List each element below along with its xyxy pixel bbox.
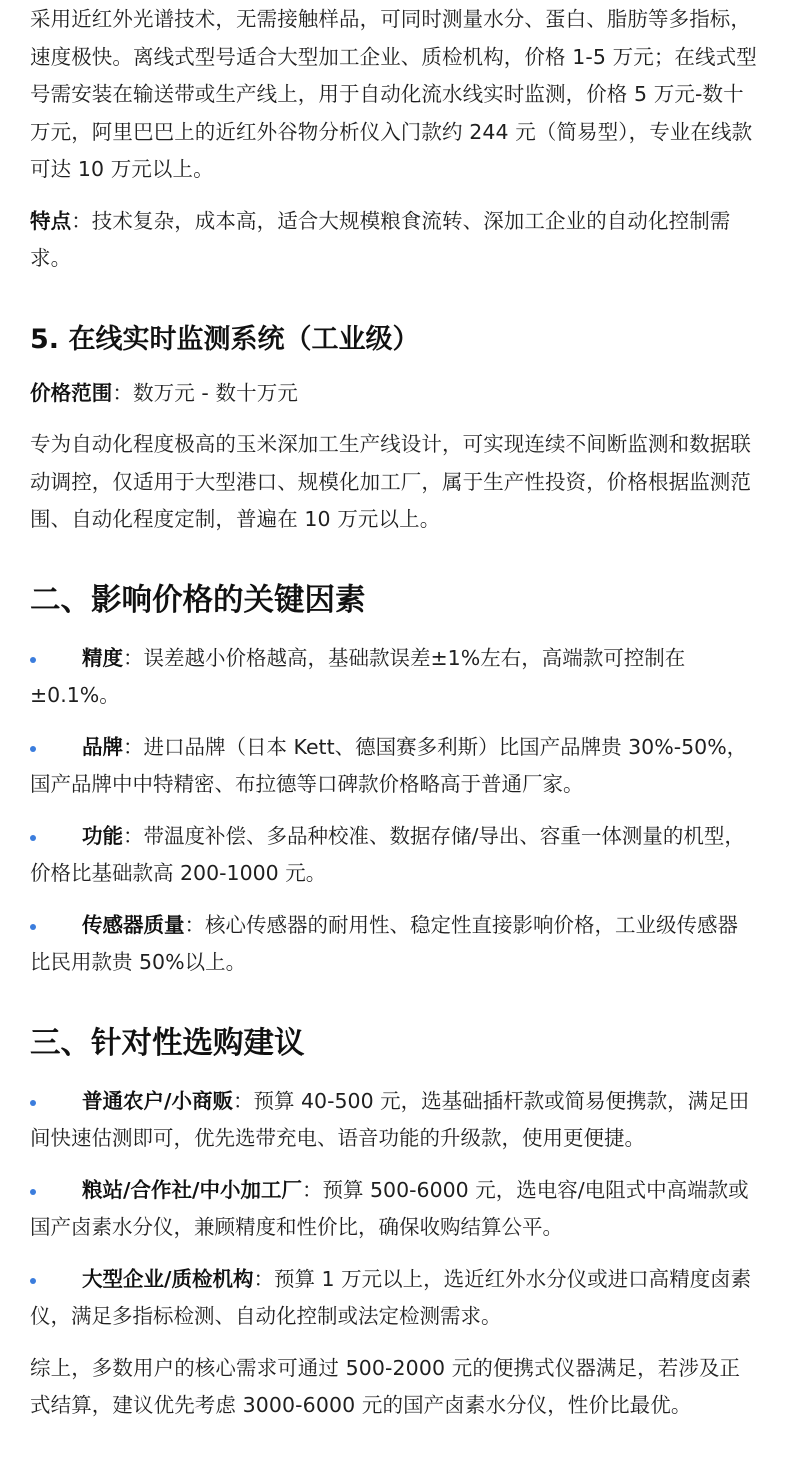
bullet-dot-icon <box>30 924 36 930</box>
item-text: ：预算 40-500 元，选基础插杆款或简易便携款，满足田间快速估测即可，优先选带充电、语音功能的升级款，使用更便捷。 <box>30 1088 750 1150</box>
intro-paragraph: 采用近红外光谱技术，无需接触样品，可同时测量水分、蛋白、脂肪等多指标，速度极快。离线式型号适合大型加工企业、质检机构，价格 1-5 万元；在线式型号需安装在输送带或生产线上，用于自动化流水线实时监测，价格 5 万元-数十万元，阿里巴巴上的近红外谷物分析仪入门款约 244 元（简易型），专业在线款可达 10 万元以上。 <box>30 7 757 181</box>
list-item <box>30 818 757 893</box>
conclusion-paragraph: 综上，多数用户的核心需求可通过 500-2000 元的便携式仪器满足，若涉及正式结算，建议优先考虑 3000-6000 元的国产卤素水分仪，性价比最优。 <box>30 1355 741 1417</box>
price-range-paragraph <box>30 375 757 413</box>
item-text: ：误差越小价格越高，基础款误差±1%左右，高端款可控制在±0.1%。 <box>30 645 686 707</box>
list-item <box>30 1261 757 1336</box>
feature-label: 特点 <box>30 208 72 233</box>
list-item <box>30 1083 757 1158</box>
bullet-dot-icon <box>30 1278 36 1284</box>
item-label: 功能 <box>82 823 123 848</box>
item-label: 品牌 <box>82 734 123 759</box>
list-item <box>30 907 757 982</box>
bullet-dot-icon <box>30 657 36 663</box>
bullet-dot-icon <box>30 1189 36 1195</box>
list-item <box>30 640 757 715</box>
item-text: ：核心传感器的耐用性、稳定性直接影响价格，工业级传感器比民用款贵 50%以上。 <box>30 912 738 974</box>
list-item <box>30 1172 757 1247</box>
feature-paragraph <box>30 203 757 278</box>
item-label: 粮站/合作社/中小加工厂 <box>82 1177 302 1202</box>
item-label: 大型企业/质检机构 <box>82 1266 254 1291</box>
item-text: ：预算 500-6000 元，选电容/电阻式中高端款或国产卤素水分仪，兼顾精度和性价比，确保收购结算公平。 <box>30 1177 749 1239</box>
price-range-text: ：数万元 - 数十万元 <box>112 380 298 405</box>
item-text: ：带温度补偿、多品种校准、数据存储/导出、容重一体测量的机型，价格比基础款高 200-1000 元。 <box>30 823 745 885</box>
advice-list <box>30 1083 757 1336</box>
factors-heading: 二、影响价格的关键因素 <box>30 582 366 618</box>
item-text: ：进口品牌（日本 Kett、德国赛多利斯）比国产品牌贵 30%-50%，国产品牌中中特精密、布拉德等口碑款价格略高于普通厂家。 <box>30 734 748 796</box>
list-item <box>30 729 757 804</box>
bullet-dot-icon <box>30 835 36 841</box>
item-text: ：预算 1 万元以上，选近红外水分仪或进口高精度卤素仪，满足多指标检测、自动化控制或法定检测需求。 <box>30 1266 752 1328</box>
feature-text: ：技术复杂，成本高，适合大规模粮食流转、深加工企业的自动化控制需求。 <box>30 208 731 270</box>
item-label: 传感器质量 <box>82 912 185 937</box>
item-label: 精度 <box>82 645 123 670</box>
section-5-body: 专为自动化程度极高的玉米深加工生产线设计，可实现连续不间断监测和数据联动调控，仅适用于大型港口、规模化加工厂，属于生产性投资，价格根据监测范围、自动化程度定制，普遍在 10 万元以上。 <box>30 432 751 531</box>
advice-heading: 三、针对性选购建议 <box>30 1025 305 1061</box>
bullet-dot-icon <box>30 746 36 752</box>
item-label: 普通农户/小商贩 <box>82 1088 233 1113</box>
price-range-label: 价格范围 <box>30 380 113 405</box>
bullet-dot-icon <box>30 1100 36 1106</box>
section-5-title: 5. 在线实时监测系统（工业级） <box>30 323 420 355</box>
factors-list <box>30 640 757 982</box>
